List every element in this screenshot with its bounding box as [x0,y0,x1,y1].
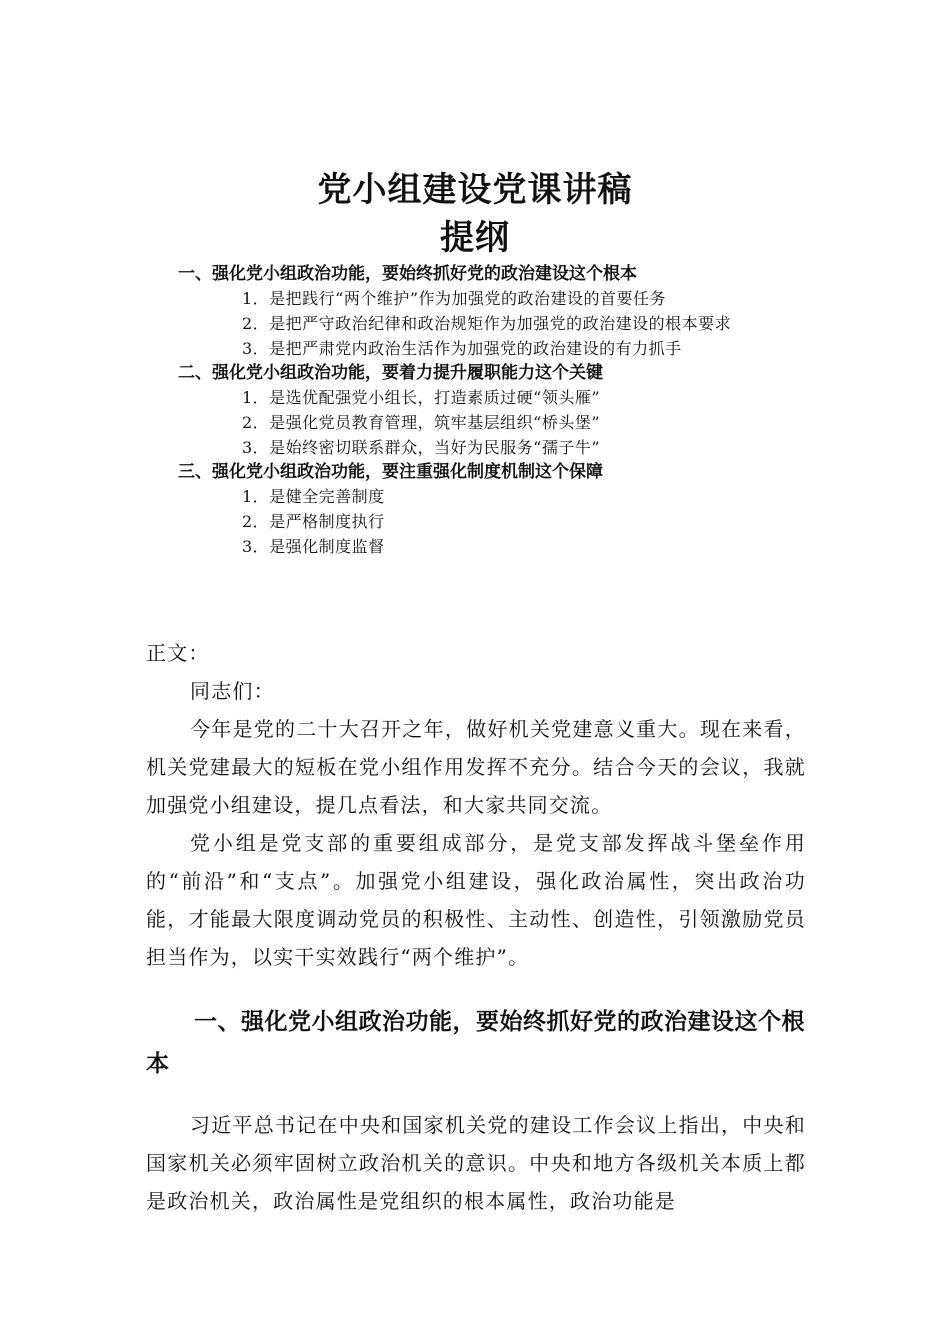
outline-item: 3．是把严肃党内政治生活作为加强党的政治建设的有力抓手 [242,339,682,358]
greeting: 同志们： [190,679,275,703]
outline [146,262,816,559]
outline-item: 2．是把严守政治纪律和政治规矩作为加强党的政治建设的根本要求 [242,314,732,333]
outline-item: 1．是健全完善制度 [242,487,385,506]
paragraph: 习近平总书记在中央和国家机关党的建设工作会议上指出，中央和国家机关必须牢固树立政治机关的意识。中央和地方各级机关本质上都是政治机关，政治属性是党组织的根本属性，政治功能是 [146,1113,806,1213]
outline-item: 3．是强化制度监督 [242,537,385,556]
outline-heading-1: 一、强化党小组政治功能，要始终抓好党的政治建设这个根本 [178,264,637,284]
outline-item: 3．是始终密切联系群众，当好为民服务“孺子牛” [242,438,601,457]
outline-item: 1．是把践行“两个维护”作为加强党的政治建设的首要任务 [242,289,667,308]
paragraph: 今年是党的二十大召开之年，做好机关党建意义重大。现在来看，机关党建最大的短板在党小组作用发挥不充分。结合今天的会议，我就加强党小组建设，提几点看法，和大家共同交流。 [146,717,806,817]
document-subtitle: 提纲 [440,218,510,258]
paragraph: 党小组是党支部的重要组成部分，是党支部发挥战斗堡垒作用的“前沿”和“支点”。加强党小组建设，强化政治属性，突出政治功能，才能最大限度调动党员的积极性、主动性、创造性，引领激励党员担当作为，以实干实效践行“两个维护”。 [146,831,806,969]
outline-heading-2: 二、强化党小组政治功能，要着力提升履职能力这个关键 [178,363,603,383]
outline-item: 1．是选优配强党小组长，打造素质过硬“领头雁” [242,388,601,407]
body-label: 正文： [146,641,210,665]
section-body [146,1106,806,1220]
outline-heading-3: 三、强化党小组政治功能，要注重强化制度机制这个保障 [178,462,603,482]
section-heading-1: 一、强化党小组政治功能，要始终抓好党的政治建设这个根本 [146,1009,805,1077]
document-title: 党小组建设党课讲稿 [317,170,633,210]
outline-item: 2．是严格制度执行 [242,512,385,531]
outline-item: 2．是强化党员教育管理，筑牢基层组织“桥头堡” [242,413,601,432]
body-text [146,634,806,976]
